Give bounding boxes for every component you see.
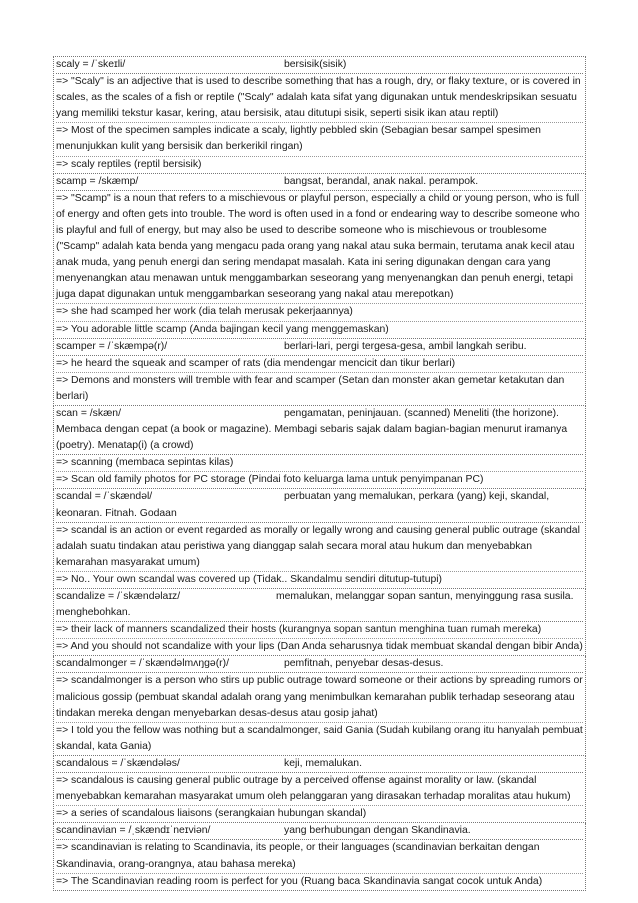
entry-headword-row (56, 406, 583, 455)
entry-headword-row (56, 756, 583, 773)
example-line: => I told you the fellow was nothing but a scandalmonger, said Gania (Sudah kubilang orang itu hanyalah pembuat skandal, kata Gania) (56, 724, 583, 752)
example-line: => Most of the specimen samples indicate a scaly, lightly pebbled skin (Sebagian besar sampel spesimen menunjukkan kulit yang bersisik dan berkerikil ringan) (56, 123, 583, 156)
entry-headword-row (56, 589, 583, 622)
example-line: => scandinavian is relating to Scandinavia, its people, or their languages (scandinavian berkaitan dengan Skandinavia, orang-orangnya, atau bahasa mereka) (56, 840, 583, 873)
example-line: => their lack of manners scandalized their hosts (kurangnya sopan santun menghina tuan rumah mereka) (56, 622, 583, 639)
entry-headword-row (56, 823, 583, 840)
dictionary-entry (53, 406, 586, 489)
entry-headword-row (56, 656, 583, 673)
example-line: => No.. Your own scandal was covered up (Tidak.. Skandalmu sendiri ditutup-tutupi) (56, 573, 443, 585)
dictionary-entry (53, 656, 586, 756)
headword-meaning: perbuatan yang memalukan, perkara (yang) keji, skandal, keonaran. Fitnah. Godaan (56, 491, 550, 519)
example-line: => a series of scandalous liaisons (serangkaian hubungan skandal) (56, 808, 367, 820)
headword-pronunciation: scaly = /ˈskeɪli/ (56, 59, 126, 70)
dictionary-entry (53, 489, 586, 589)
headword-meaning: pengamatan, peninjauan. (scanned) Meneliti (the horizone). Membaca dengan cepat (a book or magazine). Membagi sebaris sajak dalam bagian-bagian menurut iramanya (poetry). Menatap(i) (a crowd) (56, 407, 568, 452)
example-line: => scanning (membaca sepintas kilas) (56, 455, 583, 472)
entry-headword-row (56, 174, 583, 191)
headword-pronunciation: scandalous = /ˈskændələs/ (56, 757, 180, 769)
headword-meaning: yang berhubungan dengan Skandinavia. (284, 825, 471, 837)
example-line: => Demons and monsters will tremble with fear and scamper (Setan dan monster akan gemetar ketakutan dan berlari) (56, 374, 565, 402)
example-line: => You adorable little scamp (Anda bajingan kecil yang menggemaskan) (56, 323, 389, 335)
headword-pronunciation: scamp = /skæmp/ (56, 175, 139, 187)
headword-meaning: keji, memalukan. (284, 757, 362, 769)
dictionary-entry (53, 589, 586, 656)
dictionary-entry (53, 756, 586, 823)
headword-meaning: berlari-lari, pergi tergesa-gesa, ambil langkah seribu. (284, 340, 527, 352)
headword-meaning: pemfitnah, penyebar desas-desus. (284, 658, 444, 670)
dictionary-entry (53, 823, 586, 890)
example-line: => The Scandinavian reading room is perfect for you (Ruang baca Skandinavia sangat cocok untuk Anda) (56, 875, 543, 887)
example-line: => she had scamped her work (dia telah merusak pekerjaannya) (56, 304, 583, 321)
headword-pronunciation: scandal = /ˈskændəl/ (56, 491, 153, 503)
example-line: => scaly reptiles (reptil bersisik) (56, 158, 202, 170)
headword-meaning: memalukan, melanggar sopan santun, menyinggung rasa susila. menghebohkan. (56, 591, 574, 619)
example-line: => "Scamp" is a noun that refers to a mischievous or playful person, especially a child or young person, who is full of energy and often gets into trouble. The word is often used in a fond or endearing way to describe someone who is playful and full of energy, but may also be used to describe someone who is mischievous or troublesome ("Scamp" adalah kata benda yang mengacu pada orang yang nakal atau suka bermain, terutama anak kecil atau anak muda, yang penuh energi dan sering mendapat masalah. Kata ini sering digunakan dengan cara yang menyenangkan atau menawan untuk menggambarkan seseorang yang menyenangkan dan penuh energi, tetapi juga dapat digunakan untuk menggambarkan seseorang yang nakal atau merepotkan) (56, 191, 583, 305)
example-line: => scandalmonger is a person who stirs up public outrage toward someone or their actions by spreading rumors or malicious gossip (pembuat skandal adalah orang yang menimbulkan kemarahan publik terhadap seseorang atau tindakan mereka dengan menyebarkan desas-desus atau gosip jahat) (56, 673, 583, 722)
example-line: => Scan old family photos for PC storage (Pindai foto keluarga lama untuk penyimpanan PC) (56, 474, 484, 486)
headword-pronunciation: scandinavian = /ˌskændɪˈneɪviən/ (56, 825, 211, 837)
headword-pronunciation: scandalmonger = /ˈskændəlmʌŋgə(r)/ (56, 658, 229, 670)
headword-pronunciation: scandalize = /ˈskændəlaɪz/ (56, 591, 181, 602)
headword-pronunciation: scamper = /ˈskæmpə(r)/ (56, 340, 168, 352)
example-line: => scandalous is causing general public outrage by a perceived offense against morality or law. (skandal menyebabkan kemarahan masyarakat umum oleh pelanggaran yang dirasakan terhadap moralitas atau hukum) (56, 773, 583, 806)
dictionary-entry (53, 174, 586, 339)
headword-meaning: bangsat, berandal, anak nakal. perampok. (284, 175, 479, 187)
entry-headword-row (56, 489, 583, 522)
dictionary-page (53, 56, 586, 891)
entry-headword-row (56, 57, 583, 74)
example-line: => scandal is an action or event regarded as morally or legally wrong and causing general public outrage (skandal adalah suatu tindakan atau peristiwa yang dianggap salah secara moral atau hukum dan menyebabkan kemarahan masyarakat umum) (56, 523, 583, 572)
dictionary-entry (53, 56, 586, 174)
headword-pronunciation: scan = /skæn/ (56, 407, 121, 419)
example-line: => "Scaly" is an adjective that is used to describe something that has a rough, dry, or flaky texture, or is covered in scales, as the scales of a fish or reptile ("Scaly" adalah kata sifat yang digunakan untuk mendeskripsikan sesuatu yang memiliki tekstur kasar, kering, atau bersisik, atau ditutupi sisik, seperti sisik ikan atau reptil) (56, 74, 583, 123)
dictionary-entry (53, 339, 586, 406)
headword-meaning: bersisik(sisik) (284, 59, 347, 70)
entry-headword-row (56, 339, 583, 356)
example-line: => he heard the squeak and scamper of rats (dia mendengar mencicit dan tikur berlari) (56, 356, 583, 373)
example-line: => And you should not scandalize with your lips (Dan Anda seharusnya tidak membuat skandal dengan bibir Anda) (56, 641, 583, 653)
